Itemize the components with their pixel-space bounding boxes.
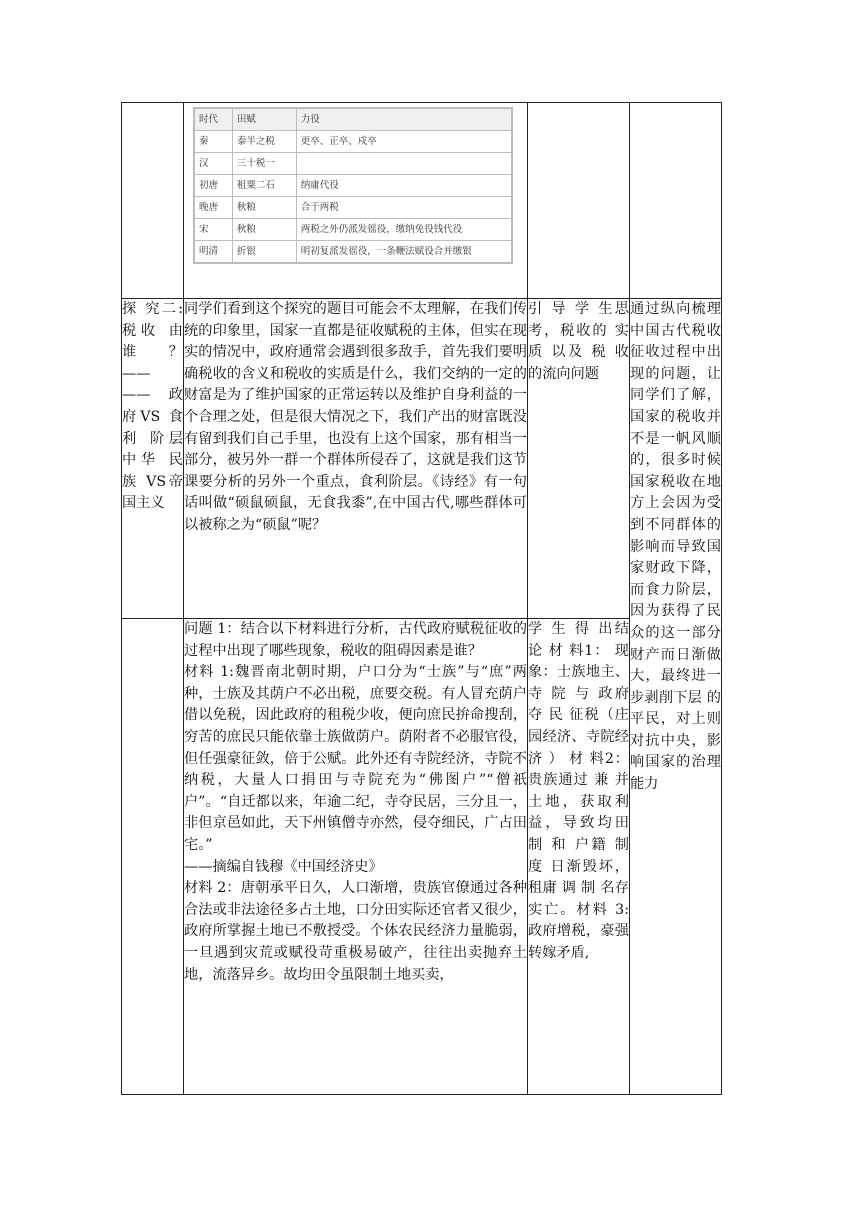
tax-table-cell: 折银 (232, 241, 296, 263)
tax-table-row (195, 219, 512, 241)
student-conclusion-cell: 学 生 得 出结 论 材 料1： 现 象：士族地主、寺 院 与 政府 夺 民 征税（庄园经济、寺院经济 ） 材 料2：贵族通过 兼 并 土地，获取利益，导致均田 制 和 户籍 制 度 日渐毁坏，租庸 调 制 名存实亡。材料 3:政府增税，豪强转嫁矛盾, (528, 619, 630, 1095)
tax-table-cell: 力役 (296, 109, 511, 131)
tax-table-row (195, 175, 512, 197)
purpose-cell: 通过纵向梳理中国古代税收征收过程中出现的问题，让同学们了解，国家的税收并不是一帆风顺的，很多时候国家税收在地方上会因为受到不同群体的影响而导致国家财政下降，而食力阶层，因为获得了民众的这一部分财产而日渐做大，最终进一步剥削下层 的 平民，对上则对抗中央，影响国家的治理能力 (630, 299, 722, 1095)
tax-table-cell: 明清 (195, 241, 233, 263)
tax-table-cell: 合于两税 (296, 197, 511, 219)
table-row (122, 299, 722, 619)
topic-cell: 探 究二:税收 由谁 ？—— ——政 府VS 食利 阶层 中华 民族 VS帝 国主义 (122, 299, 184, 619)
tax-table-cell: 三十税一 (232, 153, 296, 175)
tax-table-row (195, 197, 512, 219)
activity-cell: 引 导 学 生思考，税收的 实 质 以及 税 收 的流向问题 (528, 299, 630, 619)
tax-table-cell: 更卒、正卒、戍卒 (296, 131, 511, 153)
tax-table-cell: 租粟二石 (232, 175, 296, 197)
cell-empty (122, 103, 184, 299)
material-1: 材料 1:魏晋南北朝时期，户口分为“士族”与“庶”两种，士族及其荫户不必出税，庶要交税。有人冒充荫户借以免税，因此政府的租税少收，便向庶民拚命搜刮，穷苦的庶民只能依靠士族做荫户。荫附者不必服官役，但任强豪征敛，倍于公赋。此外还有寺院经济，寺院不纳税，大量人口捐田与寺院充为“佛图户”“僧祇户”。“自迁都以来，年逾二纪，寺夺民居，三分且一，非但京邑如此，天下州镇僧寺亦然，侵夺细民，广占田宅。” (184, 664, 527, 853)
tax-table-cell (296, 153, 511, 175)
tax-table-cell: 纳庸代役 (296, 175, 511, 197)
lesson-plan-table (121, 102, 722, 1095)
material-2: 材料 2：唐朝承平日久，人口渐增，贵族官僚通过各种合法或非法途径多占土地，口分田实际还官者又很少，政府所掌握土地已不敷授受。个体农民经济力量脆弱，一旦遇到灾荒或赋役苛重极易破产，往往出卖抛弃土地，流落异乡。故均田令虽限制土地买卖， (184, 880, 527, 983)
tax-history-table (194, 108, 512, 263)
tax-table-cell: 宋 (195, 219, 233, 241)
tax-table-cell: 两税之外仍派发徭役，缴纳免役钱代役 (296, 219, 511, 241)
material-1-source: ——摘编自钱穆《中国经济史》 (184, 858, 383, 875)
tax-table-cell: 时代 (195, 109, 233, 131)
tax-table-cell: 初唐 (195, 175, 233, 197)
tax-table-cell: 晚唐 (195, 197, 233, 219)
tax-table-header (195, 109, 512, 131)
cell-empty (122, 619, 184, 1095)
question-text: 问题 1：结合以下材料进行分析，古代政府赋税征收的过程中出现了哪些现象，税收的阻碍因素是谁？ (184, 621, 527, 659)
cell-empty (528, 103, 630, 299)
cell-image (184, 103, 528, 299)
tax-table-row (195, 241, 512, 263)
tax-table-cell: 明初复派发徭役，一条鞭法赋役合并缴银 (296, 241, 511, 263)
cell-empty (630, 103, 722, 299)
materials-cell (184, 619, 528, 1095)
tax-table-row (195, 131, 512, 153)
tax-table-cell: 秋粮 (232, 197, 296, 219)
tax-table-row (195, 153, 512, 175)
tax-table-cell: 田赋 (232, 109, 296, 131)
table-row (122, 103, 722, 299)
tax-table-cell: 秋粮 (232, 219, 296, 241)
tax-table-cell: 汉 (195, 153, 233, 175)
teaching-content-cell: 同学们看到这个探究的题目可能会不太理解，在我们传统的印象里，国家一直都是征收赋税的主体，但实在现实的情况中，政府通常会遇到很多敌手，首先我们要明确税收的含义和税收的实质是什么，我们交纳的一定的财富是为了维护国家的正常运转以及维护自身利益的一个合理之处，但是很大情况之下，我们产出的财富既没有留到我们自己手里，也没有上这个国家，那有相当一部分，被另外一群一个群体所侵吞了，这就是我们这节课要分析的另外一个重点，食利阶层。《诗经》有一句话叫做“硕鼠硕鼠，无食我黍”,在中国古代,哪些群体可以被称之为“硕鼠”呢？ (184, 299, 528, 619)
tax-table-cell: 秦 (195, 131, 233, 153)
tax-table-cell: 泰半之税 (232, 131, 296, 153)
